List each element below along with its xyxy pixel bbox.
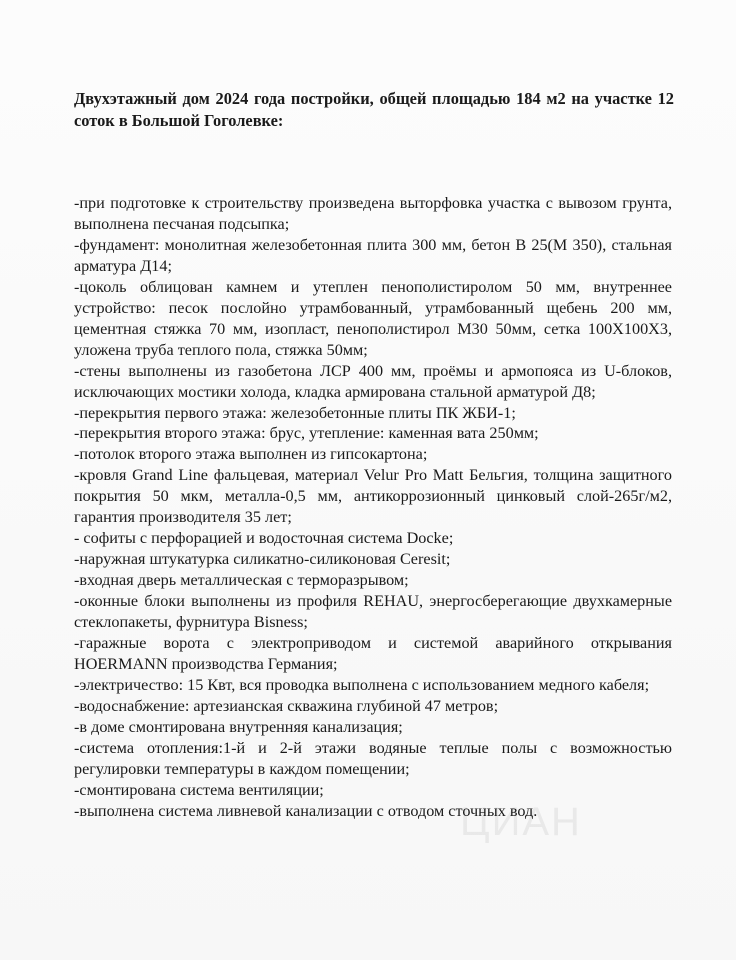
list-item: -смонтирована система вентиляции; bbox=[74, 780, 324, 799]
list-item: -система отопления:1-й и 2-й этажи водяные теплые полы с возможностью регулировки температуры в каждом помещении; bbox=[74, 738, 672, 778]
list-item: -фундамент: монолитная железобетонная плита 300 мм, бетон В 25(М 350), стальная арматура Д14; bbox=[74, 235, 672, 275]
list-item: -перекрытия второго этажа: брус, утепление: каменная вата 250мм; bbox=[74, 424, 539, 443]
list-item: -перекрытия первого этажа: железобетонные плиты ПК ЖБИ-1; bbox=[74, 403, 516, 422]
list-item: -цоколь облицован камнем и утеплен пенополистиролом 50 мм, внутреннее устройство: песок послойно утрамбованный, утрамбованный щебень 200 мм, цементная стяжка 70 мм, изопласт, пенополистирол М30 50мм, сетка 100Х100Х3, уложена труба теплого пола, стяжка 50мм; bbox=[74, 277, 672, 359]
list-item: -гаражные ворота с электроприводом и системой аварийного открывания HOERMANN производства Германия; bbox=[74, 634, 672, 673]
watermark: ЦИАН bbox=[460, 800, 582, 844]
list-item: -наружная штукатурка силикатно-силиконовая Ceresit; bbox=[74, 550, 451, 569]
list-item: -при подготовке к строительству произведена выторфовка участка с вывозом грунта, выполнена песчаная подсыпка; bbox=[74, 194, 672, 233]
list-item: - софиты с перфорацией и водосточная система Docke; bbox=[74, 529, 454, 548]
list-item: -входная дверь металлическая с терморазрывом; bbox=[74, 571, 409, 590]
list-item: -выполнена система ливневой канализации с отводом сточных вод. bbox=[74, 801, 538, 820]
document-title: Двухэтажный дом 2024 года постройки, общей площадью 184 м2 на участке 12 соток в Большой Гоголевке: bbox=[74, 89, 674, 130]
list-item: -стены выполнены из газобетона ЛСР 400 мм, проёмы и армопояса из U-блоков, исключающих мостики холода, кладка армирована стальной арматурой Д8; bbox=[74, 361, 672, 401]
list-item: -оконные блоки выполнены из профиля REHAU, энергосберегающие двухкамерные стеклопакеты, фурнитура Bisness; bbox=[74, 592, 672, 632]
document-body bbox=[74, 193, 672, 822]
list-item: -кровля Grand Line фальцевая, материал Velur Pro Matt Бельгия, толщина защитного покрытия 50 мкм, металла-0,5 мм, антикоррозионный цинковый слой-265г/м2, гарантия производителя 35 лет; bbox=[74, 466, 672, 527]
list-item: -водоснабжение: артезианская скважина глубиной 47 метров; bbox=[74, 696, 499, 715]
list-item: -электричество: 15 Квт, вся проводка выполнена с использованием медного кабеля; bbox=[74, 675, 650, 694]
list-item: -потолок второго этажа выполнен из гипсокартона; bbox=[74, 445, 428, 464]
list-item: -в доме смонтирована внутренняя канализация; bbox=[74, 717, 403, 736]
